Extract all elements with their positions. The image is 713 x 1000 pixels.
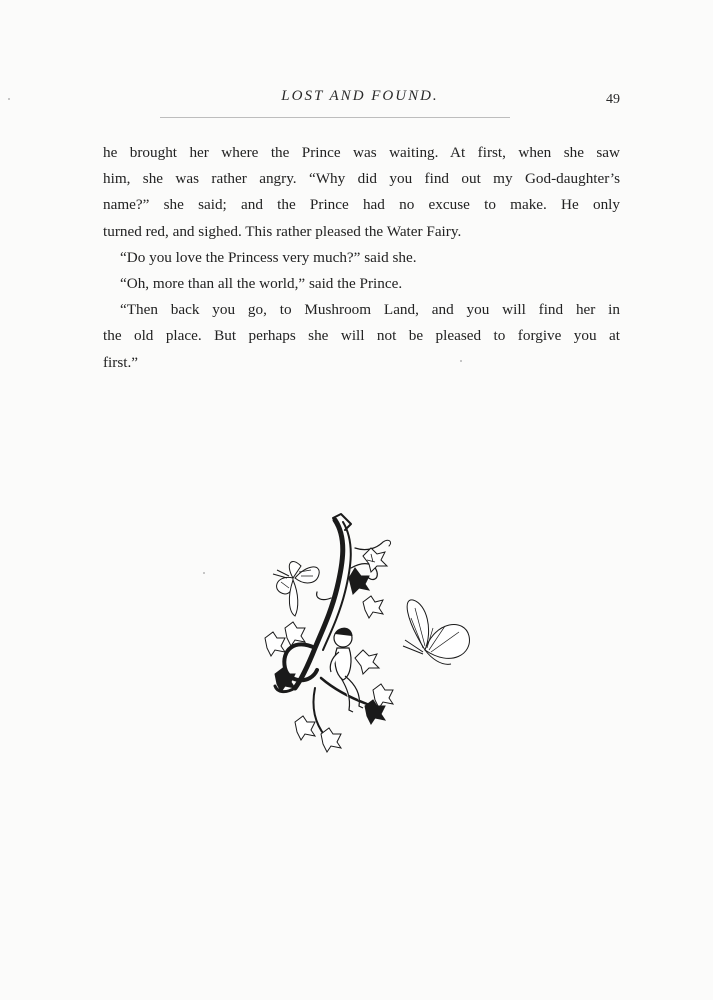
paper-speck xyxy=(8,98,10,100)
story-text xyxy=(103,140,620,376)
text-line: him, she was rather angry. “Why did you find out my God-daughter’s xyxy=(103,170,620,188)
running-head xyxy=(100,86,620,116)
text-line: “Then back you go, to Mushroom Land, and you will find her in xyxy=(120,301,620,319)
paper-speck xyxy=(460,360,462,362)
page-number: 49 xyxy=(606,92,620,107)
text-line: he brought her where the Prince was waiting. At first, when she saw xyxy=(103,144,620,161)
text-line: name?” she said; and the Prince had no excuse to make. He only xyxy=(103,196,620,214)
text-line: first.” xyxy=(103,353,139,371)
running-title: LOST AND FOUND. xyxy=(281,88,439,104)
paper-speck xyxy=(203,572,205,574)
text-line: “Oh, more than all the world,” said the Prince. xyxy=(120,275,403,293)
text-line: the old place. But perhaps she will not be pleased to forgive you at xyxy=(103,327,620,345)
header-rule xyxy=(160,117,510,118)
text-line: “Do you love the Princess very much?” said she. xyxy=(120,248,417,266)
fairy-on-vine-with-butterflies-icon xyxy=(255,508,480,758)
text-line: turned red, and sighed. This rather pleased the Water Fairy. xyxy=(103,222,462,240)
